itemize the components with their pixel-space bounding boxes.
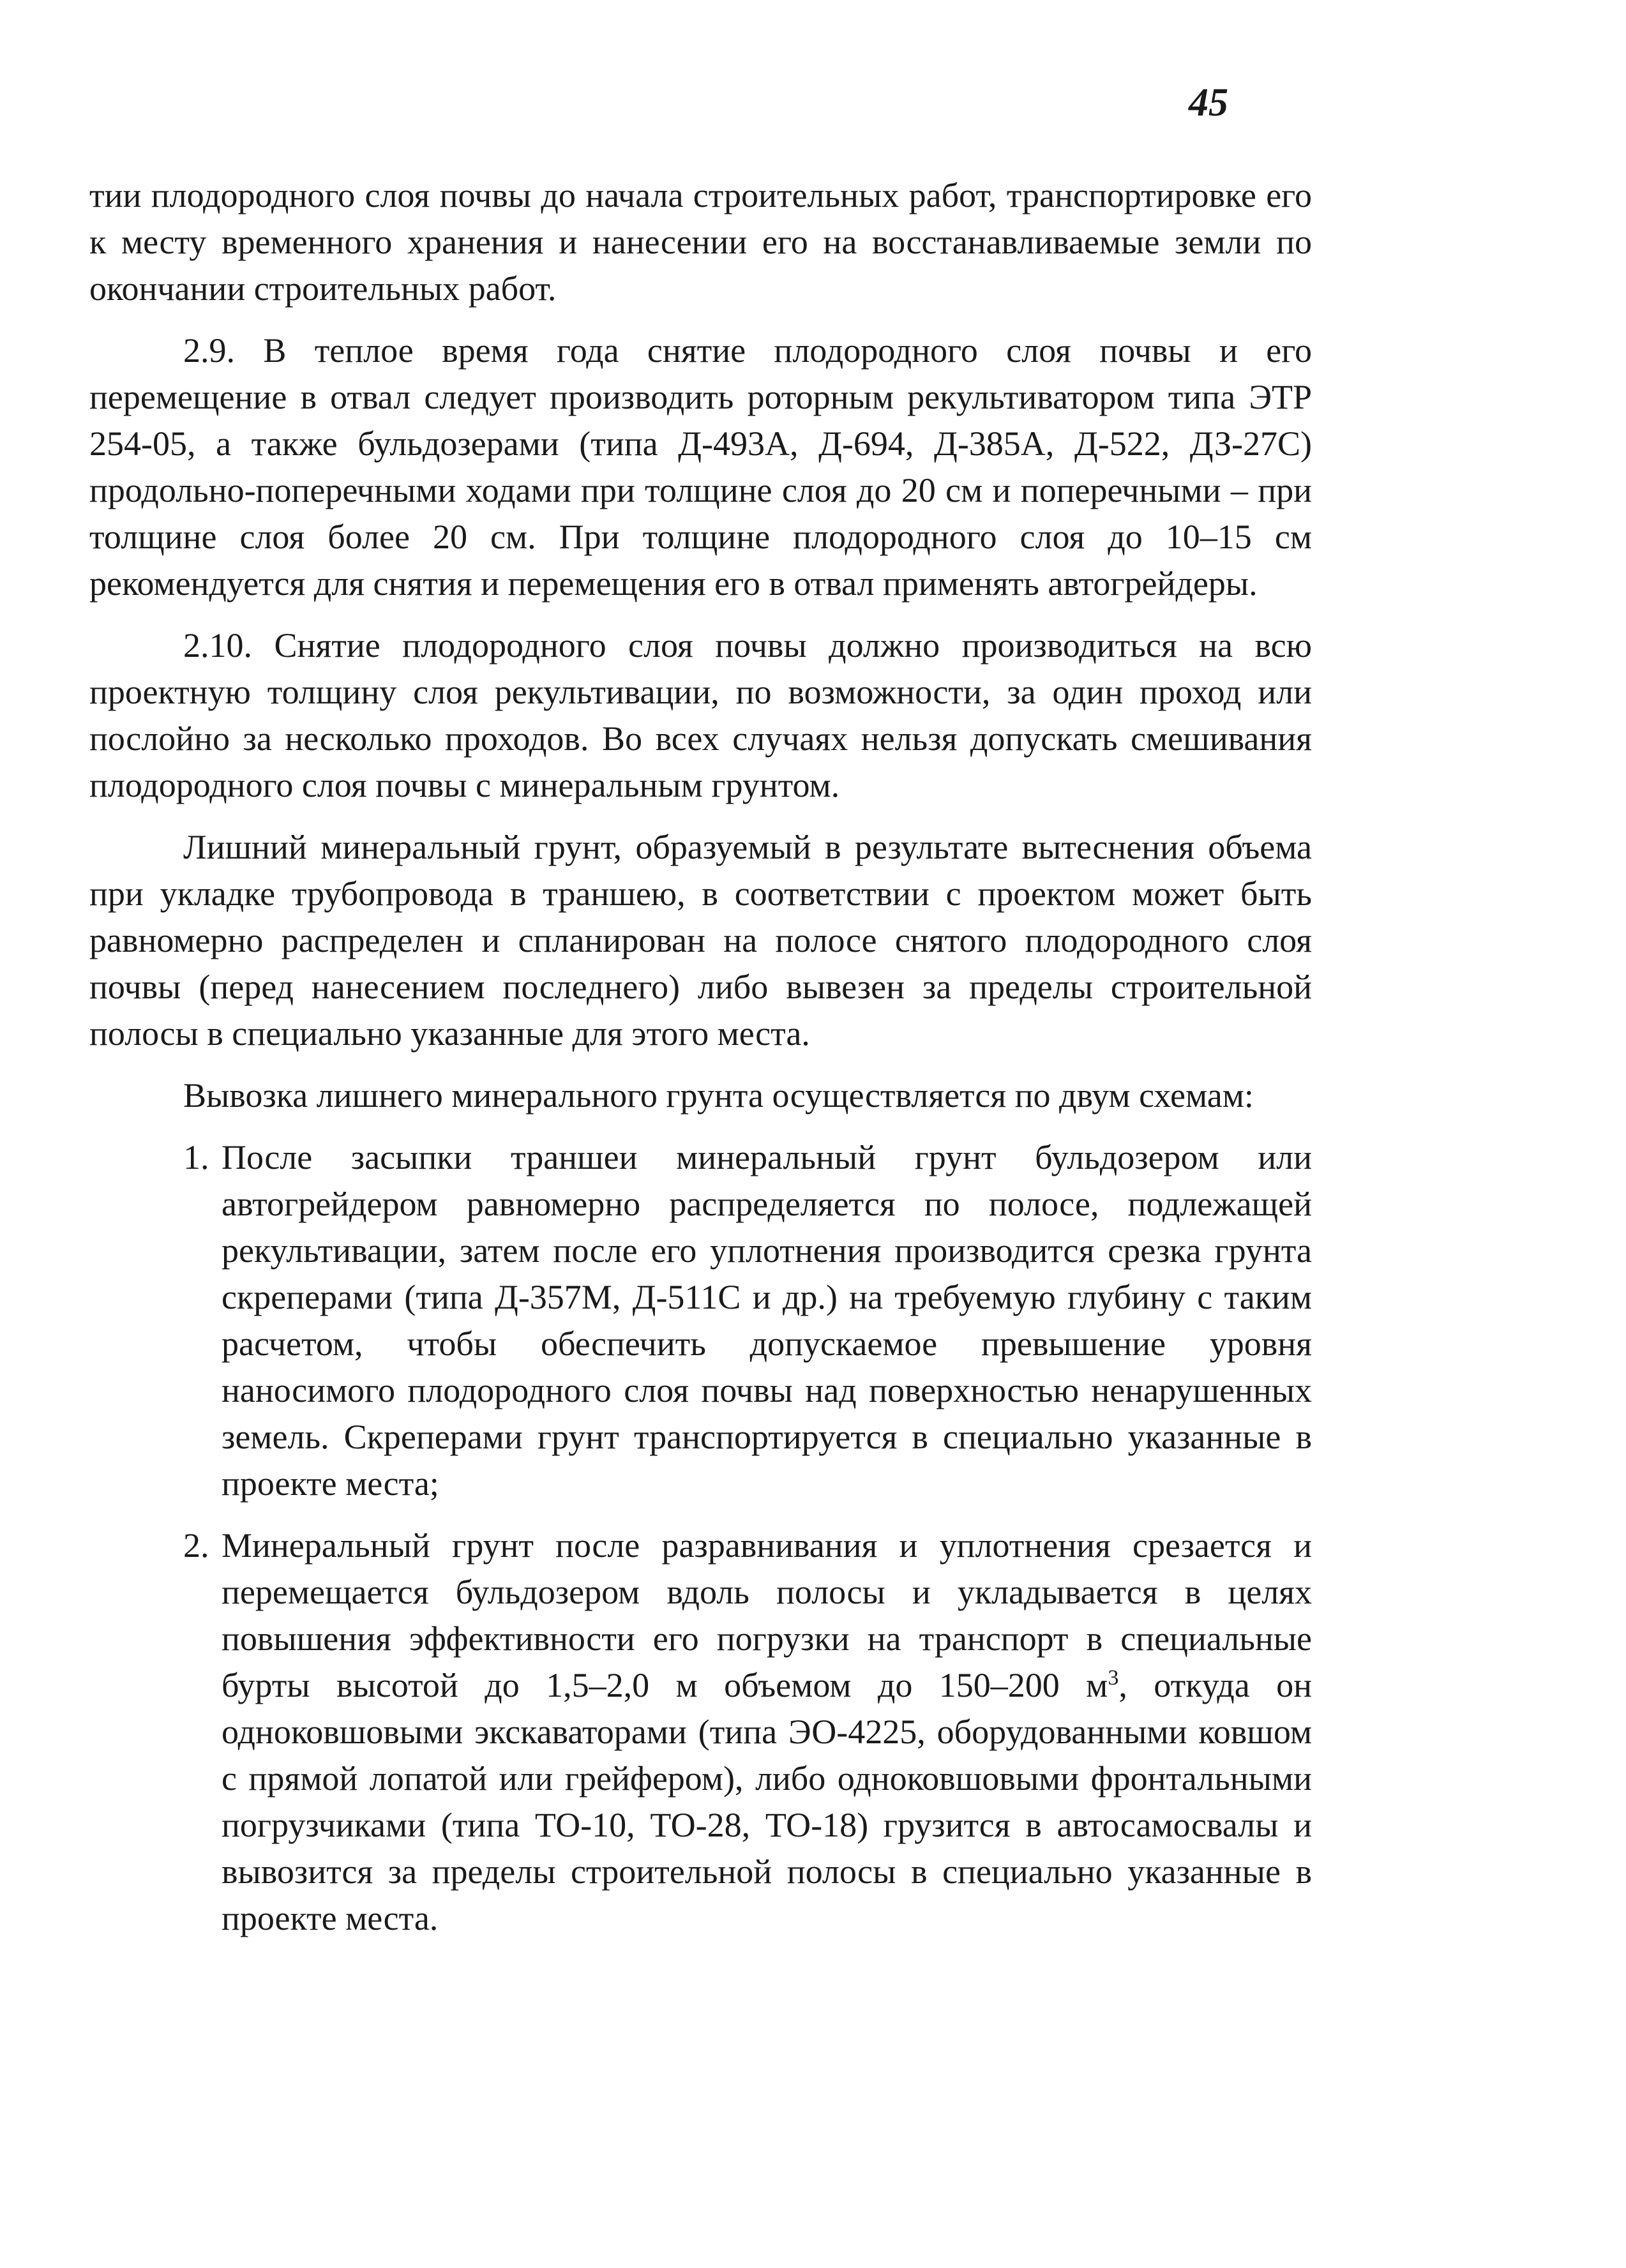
list-item-text — [222, 1526, 1312, 1937]
list-item-text: После засыпки траншеи минеральный грунт бульдозером или автогрейдером равномерно распределяется по полосе, подлежащей рекультивации, затем после его уплотнения производится срезка грунта скреперами (типа Д-357М, Д-511С и др.) на требуемую глубину с таким расчетом, чтобы обеспечить допускаемое превышение уровня наносимого плодородного слоя почвы над поверхностью ненарушенных земель. Скреперами грунт транспортируется в специально указанные в проекте места; — [222, 1138, 1312, 1503]
paragraph-removal-schemes: Вывозка лишнего минерального грунта осуществляется по двум схемам: — [183, 1076, 1254, 1115]
list-item-number: 1. — [183, 1138, 209, 1176]
schemes-list — [89, 1134, 1312, 1942]
paragraph-2-10: 2.10. Снятие плодородного слоя почвы должно производиться на всю проектную толщину слоя рекультивации, по возможности, за один проход или послойно за несколько проходов. Во всех случаях нельзя допускать смешивания плодородного слоя почвы с минеральным грунтом. — [89, 626, 1312, 804]
page-number: 45 — [1189, 81, 1228, 124]
list-item-text-part: , откуда он одноковшовыми экскаваторами (типа ЭО-4225, оборудованными ковшом с прямой лопатой или грейфером), либо одноковшовыми фронтальными погрузчиками (типа ТО-10, ТО-28, ТО-18) грузится в автосамосвалы и вывозится за пределы строительной полосы в специально указанные в проекте места. — [222, 1666, 1312, 1937]
list-item-number: 2. — [183, 1526, 209, 1565]
list-item-text-part: Минеральный грунт после разравнивания и уплотнения срезается и перемещается бульдозером вдоль полосы и укладывается в целях повышения эффективности его погрузки на транспорт в специальные бурты высотой до 1,5–2,0 м объемом до 150–200 м — [222, 1526, 1312, 1704]
paragraph-continuation: тии плодородного слоя почвы до начала строительных работ, транспортировке его к месту временного хранения и нанесении его на восстанавливаемые земли по окончании строительных работ. — [89, 176, 1312, 308]
list-item — [89, 1522, 1312, 1942]
list-item — [89, 1134, 1312, 1507]
paragraph-2-9: 2.9. В теплое время года снятие плодородного слоя почвы и его перемещение в отвал следует производить роторным рекультиватором типа ЭТР 254-05, а также бульдозерами (типа Д-493А, Д-694, Д-385А, Д-522, ДЗ-27С) продольно-поперечными ходами при толщине слоя до 20 см и поперечными – при толщине слоя более 20 см. При толщине плодородного слоя до 10–15 см рекомендуется для снятия и перемещения его в отвал применять автогрейдеры. — [89, 331, 1312, 603]
body-text — [89, 172, 1312, 1957]
superscript-cubic: 3 — [1108, 1666, 1119, 1690]
paragraph-excess-soil: Лишний минеральный грунт, образуемый в результате вытеснения объема при укладке трубопровода в траншею, в соответствии с проектом может быть равномерно распределен и спланирован на полосе снятого плодородного слоя почвы (перед нанесением последнего) либо вывезен за пределы строительной полосы в специально указанные для этого места. — [89, 828, 1312, 1053]
